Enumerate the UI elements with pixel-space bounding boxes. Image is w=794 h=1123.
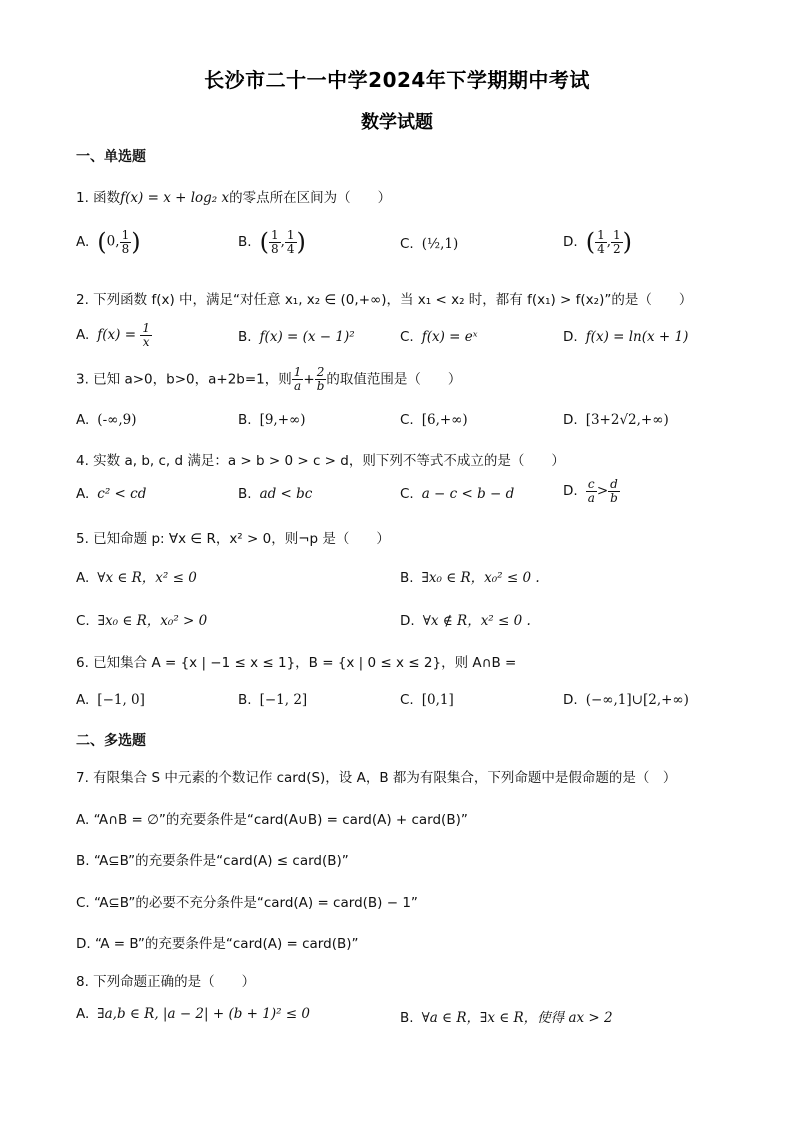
q5-option-a — [76, 566, 197, 586]
q1-a-left: 0, — [106, 233, 120, 250]
q3-plus: + — [303, 371, 315, 388]
option-label: A. — [76, 486, 90, 502]
q4-option-d — [563, 478, 620, 505]
q5-option-d — [400, 609, 531, 629]
option-label: D. — [563, 412, 578, 428]
option-label: A. — [76, 1006, 90, 1022]
q8-option-a — [76, 1006, 310, 1022]
q3-prefix: 3. 已知 a>0，b>0，a+2b=1，则 — [76, 371, 292, 388]
q3-a-value: (-∞,9) — [97, 412, 137, 428]
q2-a-den: x — [142, 335, 150, 349]
q3-option-b — [238, 412, 306, 428]
q7-option-a: A. “A∩B = ∅”的充要条件是“card(A∪B) = card(A) + card(B)” — [76, 812, 468, 828]
q5-d-value: ∀x ∉ R，x² ≤ 0 . — [422, 613, 531, 629]
q3-b-value: [9,+∞) — [259, 412, 306, 428]
q2-a-num: 1 — [142, 321, 150, 335]
q2-a-lhs: f(x) = — [97, 327, 137, 343]
q3-c-value: [6,+∞) — [421, 412, 468, 428]
q2-c-value: f(x) = eˣ — [421, 329, 478, 345]
q6-option-c — [400, 692, 454, 708]
option-label: D. — [563, 692, 578, 708]
option-label: C. — [400, 412, 414, 428]
q1-option-d: D. ( $\frac{1}{4}$ , $\frac{1}{2}$ ) — [563, 227, 633, 256]
q3-d-value: [3+2√2,+∞) — [585, 412, 669, 428]
q3-option-a — [76, 412, 137, 428]
q4-d-n2: d — [610, 477, 618, 491]
section-single-choice: 一、单选题 — [76, 149, 146, 165]
option-label: A. — [76, 570, 90, 586]
q4-b-value: ad < bc — [259, 486, 313, 502]
q1-b-d2: 4 — [286, 241, 295, 256]
q1-d-d1: 4 — [597, 241, 605, 256]
q1-b-n2: 1 — [286, 227, 295, 242]
option-label: C. — [76, 613, 90, 629]
question-5: 5. 已知命题 p: ∀x ∈ R，x² > 0，则¬p 是（ ） — [76, 531, 390, 547]
question-2: 2. 下列函数 f(x) 中，满足“对任意 x₁, x₂ ∈ (0,+∞)，当 x₁ < x₂ 时，都有 f(x₁) > f(x₂)”的是（ ） — [76, 292, 693, 308]
q6-d-value: (−∞,1]∪[2,+∞) — [585, 692, 689, 708]
q6-c-value: [0,1] — [421, 692, 454, 708]
q8-option-b — [400, 1006, 613, 1026]
q2-option-c — [400, 329, 478, 345]
q6-b-value: [−1, 2] — [259, 692, 308, 708]
q4-d-d2: b — [610, 491, 618, 505]
option-label: B. — [238, 412, 252, 428]
q8-a-value: ∃a,b ∈ R, |a − 2| + (b + 1)² ≤ 0 — [97, 1006, 311, 1022]
q8-b-value: ∀a ∈ R，∃x ∈ R，使得 ax > 2 — [421, 1010, 613, 1026]
question-1 — [76, 186, 391, 206]
q1-c-value: (½,1) — [421, 236, 459, 252]
q4-d-n1: c — [586, 478, 597, 492]
q1-d-n1: 1 — [597, 227, 605, 242]
q1-suffix: 的零点所在区间为（ ） — [229, 190, 392, 206]
q1-d-n2: 1 — [613, 227, 621, 242]
q2-d-value: f(x) = ln(x + 1) — [585, 329, 689, 345]
q1-d-d2: 2 — [613, 241, 621, 256]
q1-option-c — [400, 236, 458, 252]
option-label: D. — [563, 483, 578, 499]
option-label: D. — [563, 233, 578, 250]
q1-prefix: 1. 函数 — [76, 190, 121, 206]
option-label: C. — [400, 486, 414, 502]
question-3 — [76, 366, 461, 393]
option-label: B. — [400, 570, 414, 586]
option-label: A. — [76, 327, 90, 343]
q6-option-d — [563, 692, 689, 708]
q3-suffix: 的取值范围是（ ） — [326, 371, 462, 388]
q3-n1: 1 — [293, 365, 302, 379]
q6-option-b — [238, 692, 307, 708]
option-label: C. — [400, 236, 414, 252]
option-label: B. — [400, 1010, 414, 1026]
q5-b-value: ∃x₀ ∈ R，x₀² ≤ 0 . — [421, 570, 540, 586]
question-4: 4. 实数 a, b, c, d 满足：a > b > 0 > c > d，则下列不等式不成立的是（ ） — [76, 453, 565, 469]
q4-d-d1: a — [587, 491, 595, 505]
q4-c-value: a − c < b − d — [421, 486, 515, 502]
q2-option-a — [76, 322, 152, 349]
question-7: 7. 有限集合 S 中元素的个数记作 card(S)，设 A，B 都为有限集合，下列命题中是假命题的是（ ） — [76, 770, 677, 786]
option-label: D. — [563, 329, 578, 345]
q3-option-c — [400, 412, 468, 428]
q1-b-d1: 8 — [270, 241, 279, 256]
option-label: A. — [76, 412, 90, 428]
section-multi-choice: 二、多选题 — [76, 733, 146, 749]
q5-option-b — [400, 566, 540, 586]
option-label: C. — [400, 329, 414, 345]
option-label: A. — [76, 233, 90, 250]
q6-a-value: [−1, 0] — [97, 692, 145, 708]
option-label: B. — [238, 692, 252, 708]
q5-option-c — [76, 609, 207, 629]
q4-option-a — [76, 486, 146, 502]
exam-title: 长沙市二十一中学2024年下学期期中考试 — [204, 68, 590, 92]
q1-b-n1: 1 — [270, 227, 279, 242]
option-label: C. — [400, 692, 414, 708]
q3-option-d — [563, 412, 669, 428]
q4-option-c — [400, 486, 514, 502]
q4-a-value: c² < cd — [97, 486, 147, 502]
q1-option-b: B. ( $\frac{1}{8}$ , $\frac{1}{4}$ ) — [238, 227, 306, 256]
question-6: 6. 已知集合 A = {x | −1 ≤ x ≤ 1}，B = {x | 0 ≤ x ≤ 2}，则 A∩B = — [76, 655, 517, 671]
q5-c-value: ∃x₀ ∈ R，x₀² > 0 — [97, 613, 208, 629]
q1-option-a: A. (0, $\frac{1}{8}$ ) — [76, 227, 141, 256]
q1-a-den: 8 — [121, 241, 130, 256]
option-label: B. — [238, 486, 252, 502]
option-label: D. — [400, 613, 415, 629]
option-label: B. — [238, 233, 252, 250]
q3-n2: 2 — [315, 366, 327, 380]
q4-option-b — [238, 486, 312, 502]
q7-option-b: B. “A⊆B”的充要条件是“card(A) ≤ card(B)” — [76, 853, 349, 869]
option-label: A. — [76, 692, 90, 708]
q2-option-d — [563, 329, 688, 345]
q1-function: f(x) = x + log₂ x — [120, 190, 230, 206]
q6-option-a — [76, 692, 145, 708]
q3-d2: b — [316, 379, 325, 393]
option-label: B. — [238, 329, 252, 345]
q1-a-num: 1 — [121, 227, 130, 242]
q7-option-d: D. “A = B”的充要条件是“card(A) = card(B)” — [76, 936, 359, 952]
q3-d1: a — [293, 379, 302, 393]
q4-d-gt: > — [596, 483, 609, 499]
q2-option-b — [238, 329, 355, 345]
q2-b-value: f(x) = (x − 1)² — [259, 329, 355, 345]
q7-option-c: C. “A⊆B”的必要不充分条件是“card(A) = card(B) − 1” — [76, 895, 418, 911]
question-8: 8. 下列命题正确的是（ ） — [76, 974, 256, 990]
q5-a-value: ∀x ∈ R，x² ≤ 0 — [97, 570, 197, 586]
exam-subtitle: 数学试题 — [361, 112, 433, 133]
